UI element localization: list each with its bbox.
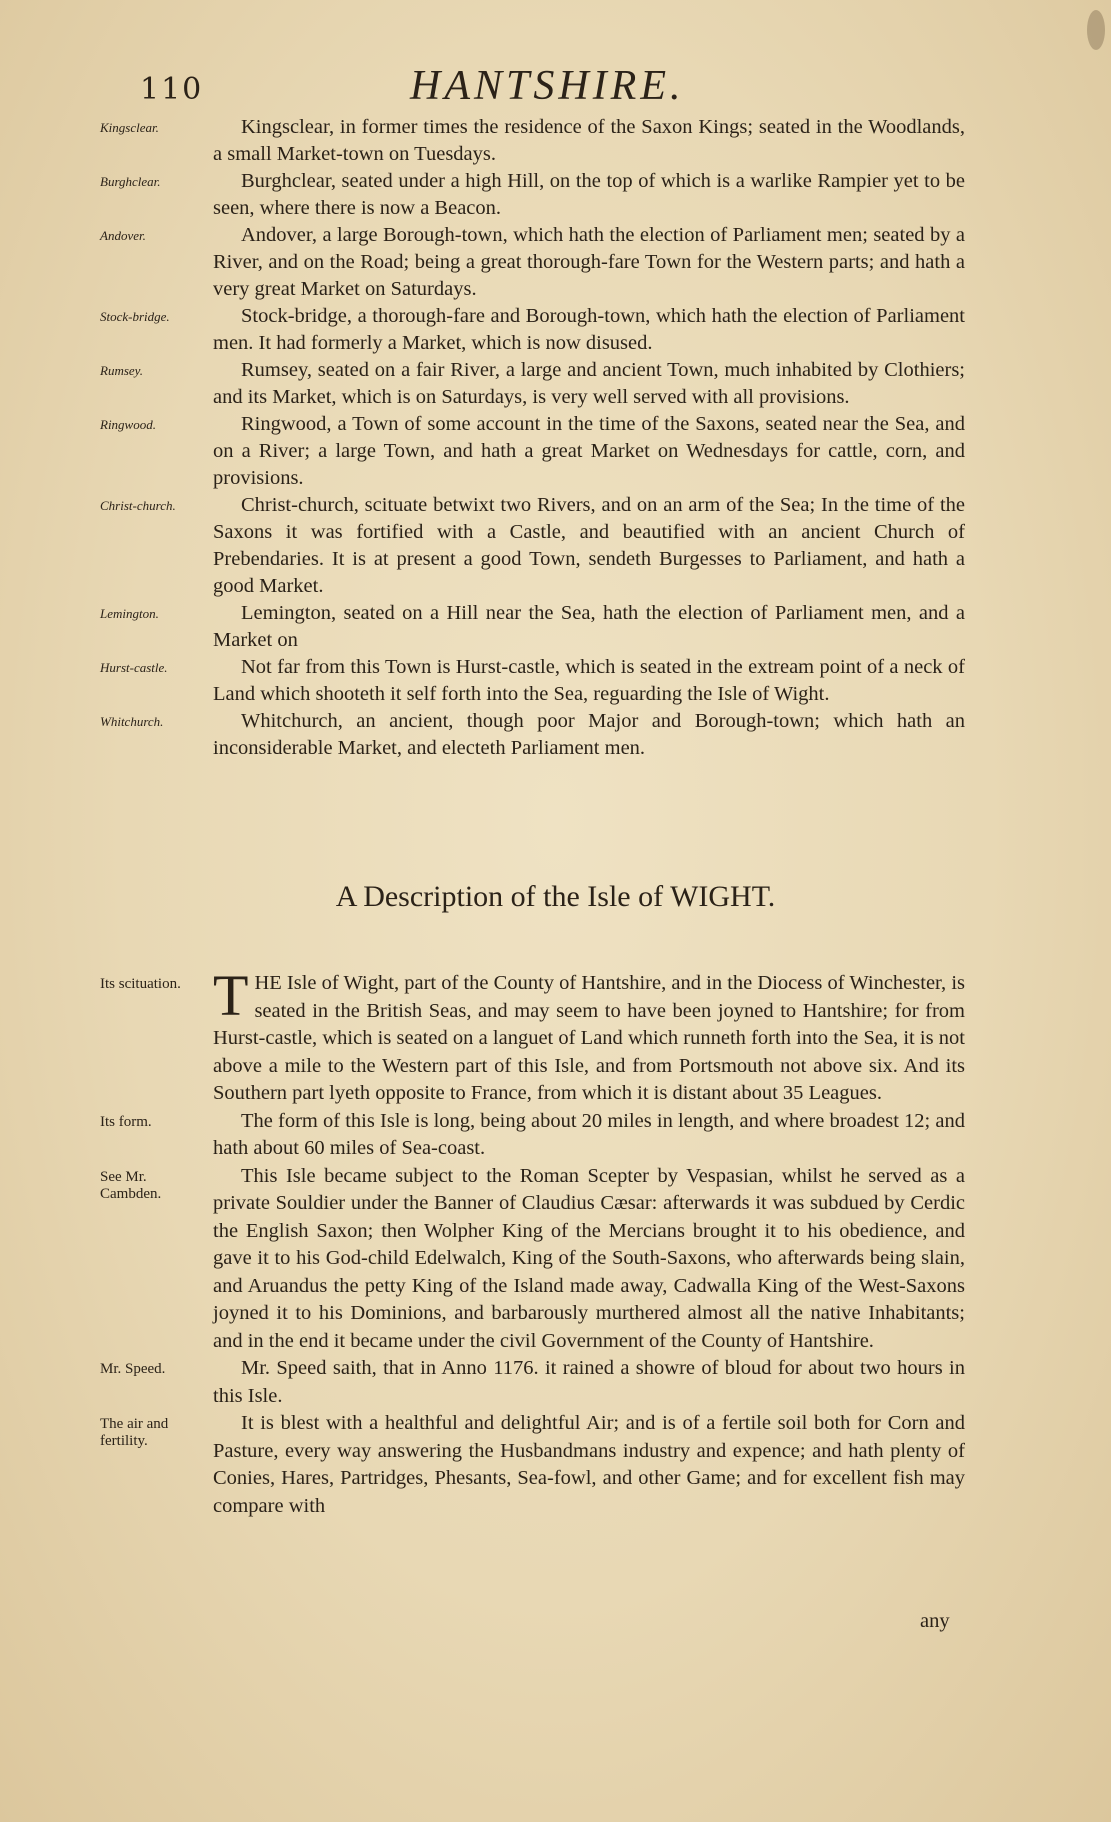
- entry: [100, 411, 980, 492]
- page-stain: [1087, 10, 1105, 50]
- margin-note: Kingsclear.: [100, 120, 159, 135]
- entry-text: Rumsey, seated on a fair River, a large and ancient Town, much inhabited by Clothiers; and its Market, which is on Saturdays, is very well served with all provisions.: [213, 359, 965, 408]
- entry-text: Ringwood, a Town of some account in the time of the Saxons, seated near the Sea, and on a River; a large Town, and hath a great Market on Wednesdays for cattle, corn, and provisions.: [213, 413, 965, 489]
- paragraph-body: HE Isle of Wight, part of the County of Hantshire, and in the Diocess of Winchester, is seated in the British Seas, and may seem to have been joyned to Hantshire; for from Hurst-castle, which is seated on a languet of Land which runneth forth into the Sea, it is not above a mile to the Western part of this Isle, and from Portsmouth not above six. And its Southern part lyeth opposite to France, from which it is distant about 35 Leagues.: [213, 972, 965, 1104]
- margin-note: Stock-bridge.: [100, 309, 170, 324]
- paragraph-text: This Isle became subject to the Roman Scepter by Vespasian, whilst he served as a private Souldier under the Banner of Claudius Cæsar: afterwards it was subdued by Cerdic the English Saxon; then Wolpher King of the Mercians brought it to his obedience, and gave it to his God-child Edelwalch, King of the South-Saxons, who afterwards being slain, and Aruandus the petty King of the Island made away, Cadwalla King of the West-Saxons joyned it to his Dominions, and barbarously murthered almost all the native Inhabitants; and in the end it became under the civil Government of the County of Hantshire.: [213, 1164, 965, 1352]
- running-head: HANTSHIRE.: [410, 63, 685, 109]
- entry: [100, 303, 980, 357]
- entry-text: Lemington, seated on a Hill near the Sea, hath the election of Parliament men, and a Market on: [213, 602, 965, 651]
- entry: [100, 168, 980, 222]
- paragraph: [100, 1108, 980, 1163]
- entry-text: Kingsclear, in former times the residence of the Saxon Kings; seated in the Woodlands, a small Market-town on Tuesdays.: [213, 116, 965, 165]
- paragraph: [100, 963, 980, 1108]
- entry-text: Not far from this Town is Hurst-castle, which is seated in the extream point of a neck of Land which shooteth it self forth into the Sea, reguarding the Isle of Wight.: [213, 656, 965, 705]
- margin-note: Rumsey.: [100, 363, 143, 378]
- page-number: 110: [140, 72, 204, 107]
- margin-note: Burghclear.: [100, 174, 161, 189]
- page-header: [140, 62, 970, 108]
- entry: [100, 654, 980, 708]
- entry: [100, 222, 980, 303]
- margin-note: Its scituation.: [100, 976, 181, 992]
- entry: [100, 708, 980, 762]
- paragraph-text: Mr. Speed saith, that in Anno 1176. it rained a showre of bloud for about two hours in this Isle.: [213, 1357, 965, 1407]
- margin-note: Its form.: [100, 1113, 152, 1130]
- isle-description: [100, 963, 980, 1520]
- margin-note: Mr. Speed.: [100, 1361, 166, 1377]
- paragraph-text: The form of this Isle is long, being about 20 miles in length, and where broadest 12; and hath about 60 miles of Sea-coast.: [213, 1109, 965, 1159]
- section-title: A Description of the Isle of WIGHT.: [335, 880, 776, 913]
- entry: [100, 114, 980, 168]
- margin-note: Christ-church.: [100, 498, 176, 513]
- entry-text: Burghclear, seated under a high Hill, on the top of which is a warlike Rampier yet to be seen, where there is now a Beacon.: [213, 170, 965, 219]
- paragraph: [100, 1410, 980, 1520]
- paragraph: [100, 1163, 980, 1356]
- margin-note: The air and fertility.: [100, 1416, 169, 1449]
- entry-text: Andover, a large Borough-town, which hath the election of Parliament men; seated by a River, and on the Road; being a great thorough-fare Town for the Western parts; and hath a very great Market on Saturdays.: [213, 224, 965, 300]
- entry-text: Whitchurch, an ancient, though poor Major and Borough-town; which hath an inconsiderable Market, and electeth Parliament men.: [213, 710, 965, 759]
- margin-note: Lemington.: [100, 606, 159, 621]
- catchword: any: [920, 1610, 950, 1632]
- paragraph-text: It is blest with a healthful and delightful Air; and is of a fertile soil both for Corn and Pasture, every way answering the Husbandmans industry and expence; and hath plenty of Conies, Hares, Partridges, Phesants, Sea-fowl, and other Game; and for excellent fish may compare with: [213, 1412, 965, 1517]
- entry-text: Stock-bridge, a thorough-fare and Borough-town, which hath the election of Parliament men. It had formerly a Market, which is now disused.: [213, 305, 965, 354]
- margin-note: Hurst-castle.: [100, 660, 168, 675]
- paragraph-text: [213, 963, 965, 1108]
- drop-cap: T: [213, 963, 249, 1028]
- entry: [100, 492, 980, 600]
- margin-note: Whitchurch.: [100, 714, 164, 729]
- entry: [100, 357, 980, 411]
- margin-note: Ringwood.: [100, 417, 156, 432]
- paragraph: [100, 1355, 980, 1410]
- margin-note: See Mr. Cambden.: [100, 1168, 162, 1202]
- entry: [100, 600, 980, 654]
- town-entries: [100, 114, 980, 762]
- margin-note: Andover.: [100, 228, 146, 243]
- entry-text: Christ-church, scituate betwixt two Rivers, and on an arm of the Sea; In the time of the Saxons it was fortified with a Castle, and beautified with an ancient Church of Prebendaries. It is at present a good Town, sendeth Burgesses to Parliament, and hath a good Market.: [213, 494, 965, 597]
